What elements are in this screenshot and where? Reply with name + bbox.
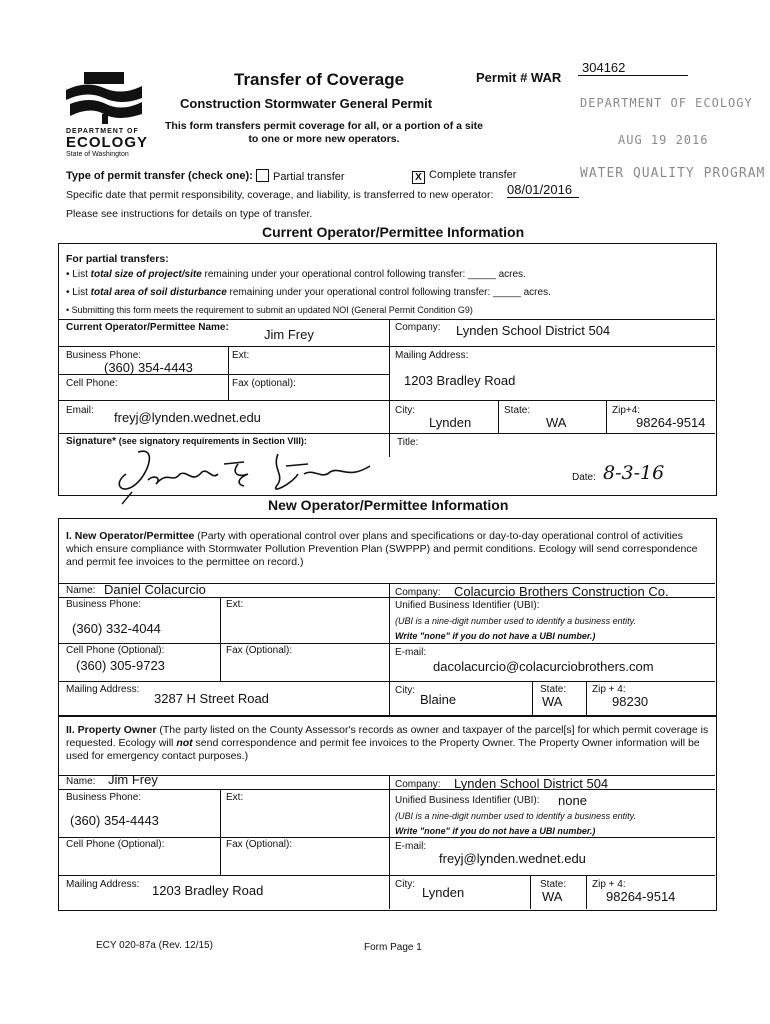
ecology-logo — [66, 70, 142, 128]
owner-ubi-note-2: Write "none" if you do not have a UBI number.) — [395, 826, 596, 836]
part1-description: I. New Operator/Permittee (Party with operational control over plans and specifications or day-to-day operational control of activities which ensure compliance with Stormwater Pollution Prevention Plan (SWPPP) and permit conditions. Ecology will send correspondence and permit fee invoices to the permittee on record.) — [66, 530, 698, 568]
new-phone-label: Business Phone: — [66, 599, 142, 610]
new-ubi-note-1: (UBI is a nine-digit number used to identify a business entity. — [395, 616, 636, 626]
partial-bullet-2: • List total area of soil disturbance remaining under your operational control following transfer: _____ acres. — [66, 287, 551, 298]
sign-date-label: Date: — [572, 472, 596, 483]
owner-ubi-value[interactable]: none — [558, 793, 587, 808]
form-description: This form transfers permit coverage for all, or a portion of a site to one or more new operators. — [165, 120, 483, 145]
owner-email-value[interactable]: freyj@lynden.wednet.edu — [439, 851, 586, 866]
current-mailing-value[interactable]: 1203 Bradley Road — [404, 373, 516, 388]
new-operator-heading: New Operator/Permittee Information — [268, 497, 509, 513]
new-city-label: City: — [395, 685, 415, 696]
received-stamp-line2: AUG 19 2016 — [618, 133, 709, 147]
current-cell-label: Cell Phone: — [66, 378, 118, 389]
transfer-date-value[interactable]: 08/01/2016 — [507, 182, 579, 198]
new-fax-label: Fax (Optional): — [226, 645, 293, 656]
new-ubi-label: Unified Business Identifier (UBI): — [395, 600, 540, 611]
complete-transfer-checkbox[interactable]: X — [412, 171, 425, 184]
current-company-value[interactable]: Lynden School District 504 — [456, 323, 611, 338]
owner-city-value[interactable]: Lynden — [422, 885, 465, 900]
partial-bullet-3: • Submitting this form meets the requirement to submit an updated NOI (General Permit Condition G9) — [66, 305, 473, 315]
owner-company-value[interactable]: Lynden School District 504 — [454, 776, 609, 791]
new-ext-label: Ext: — [226, 599, 244, 610]
current-state-label: State: — [504, 405, 531, 416]
transfer-type-label: Type of permit transfer (check one): — [66, 170, 253, 182]
owner-name-label: Name: — [66, 776, 96, 787]
partial-transfer-option[interactable] — [256, 169, 345, 183]
ecology-logo-icon — [66, 70, 142, 128]
new-mailing-label: Mailing Address: — [66, 684, 140, 695]
owner-ubi-note-1: (UBI is a nine-digit number used to identify a business entity. — [395, 811, 636, 821]
current-phone-value[interactable]: (360) 354-4443 — [104, 360, 193, 375]
permit-label: Permit # WAR — [476, 70, 562, 85]
permit-number: 304162 — [578, 60, 688, 76]
owner-mailing-label: Mailing Address: — [66, 879, 140, 890]
new-name-label: Name: — [66, 585, 96, 596]
owner-state-value[interactable]: WA — [542, 889, 563, 904]
signature-label: Signature* (see signatory requirements in Section VIII): — [66, 436, 307, 447]
partial-heading: For partial transfers: — [66, 253, 169, 265]
current-name-label: Current Operator/Permittee Name: — [66, 322, 229, 333]
owner-zip-value[interactable]: 98264-9514 — [606, 889, 676, 904]
received-stamp-line3: WATER QUALITY PROGRAM — [580, 166, 766, 181]
agency-line3: State of Washington — [66, 151, 129, 158]
form-title: Transfer of Coverage — [234, 70, 405, 89]
owner-company-label: Company: — [395, 779, 441, 790]
transfer-date-label: Specific date that permit responsibility, coverage, and liability, is transferred to new operator: — [66, 189, 494, 201]
transfer-instructions: Please see instructions for details on type of transfer. — [66, 208, 313, 220]
received-stamp-line1: DEPARTMENT OF ECOLOGY — [580, 96, 753, 110]
current-state-value[interactable]: WA — [546, 415, 567, 430]
owner-zip-label: Zip + 4: — [592, 879, 626, 890]
partial-bullet-1: • List total size of project/site remaining under your operational control following transfer: _____ acres. — [66, 269, 526, 280]
new-mailing-value[interactable]: 3287 H Street Road — [154, 691, 269, 706]
new-company-value[interactable]: Colacurcio Brothers Construction Co. — [454, 584, 669, 599]
owner-phone-value[interactable]: (360) 354-4443 — [70, 813, 159, 828]
new-zip-label: Zip + 4: — [592, 684, 626, 695]
current-email-label: Email: — [66, 405, 94, 416]
owner-state-label: State: — [540, 879, 567, 890]
complete-transfer-label: Complete transfer — [429, 169, 517, 181]
owner-mailing-value[interactable]: 1203 Bradley Road — [152, 883, 264, 898]
new-phone-value[interactable]: (360) 332-4044 — [72, 621, 161, 636]
owner-email-label: E-mail: — [395, 841, 427, 852]
sign-date-value[interactable]: 8-3-16 — [603, 462, 665, 484]
current-city-label: City: — [395, 405, 415, 416]
current-operator-heading: Current Operator/Permittee Information — [262, 224, 525, 240]
new-zip-value[interactable]: 98230 — [612, 694, 649, 709]
complete-transfer-option[interactable] — [412, 169, 516, 184]
current-ext-label: Ext: — [232, 350, 250, 361]
new-company-label: Company: — [395, 587, 441, 598]
form-id: ECY 020-87a (Rev. 12/15) — [96, 940, 213, 951]
agency-line1: DEPARTMENT OF — [66, 128, 139, 135]
form-subtitle: Construction Stormwater General Permit — [180, 96, 433, 111]
partial-transfer-checkbox[interactable] — [256, 169, 269, 182]
new-state-label: State: — [540, 684, 567, 695]
owner-ext-label: Ext: — [226, 792, 244, 803]
new-cell-label: Cell Phone (Optional): — [66, 645, 165, 656]
current-city-value[interactable]: Lynden — [429, 415, 472, 430]
new-state-value[interactable]: WA — [542, 694, 563, 709]
partial-transfer-label: Partial transfer — [273, 171, 345, 183]
current-fax-label: Fax (optional): — [232, 378, 296, 389]
owner-name-value[interactable]: Jim Frey — [108, 772, 158, 787]
current-name-value[interactable]: Jim Frey — [264, 327, 314, 342]
owner-city-label: City: — [395, 879, 415, 890]
owner-cell-label: Cell Phone (Optional): — [66, 839, 165, 850]
title-label: Title: — [397, 437, 419, 448]
page-number: Form Page 1 — [364, 942, 422, 953]
current-zip-value[interactable]: 98264-9514 — [636, 415, 706, 430]
current-company-label: Company: — [395, 322, 441, 333]
new-city-value[interactable]: Blaine — [420, 692, 457, 707]
owner-ubi-label: Unified Business Identifier (UBI): — [395, 795, 540, 806]
current-email-value[interactable]: freyj@lynden.wednet.edu — [114, 410, 261, 425]
current-phone-label: Business Phone: — [66, 350, 142, 361]
owner-description: II. Property Owner (The party listed on the County Assessor's records as owner and taxpayer of the parcel[s] for which permit coverage is requested. Ecology will not send correspondence and permit fee invoices to the Property Owner. The Property Owner information will be used for emergency contact purposes.) — [66, 724, 709, 762]
new-email-value[interactable]: dacolacurcio@colacurciobrothers.com — [433, 659, 654, 674]
new-cell-value[interactable]: (360) 305-9723 — [76, 658, 165, 673]
owner-fax-label: Fax (Optional): — [226, 839, 293, 850]
new-ubi-note-2: Write "none" if you do not have a UBI number.) — [395, 631, 596, 641]
new-name-value[interactable]: Daniel Colacurcio — [104, 582, 206, 597]
current-mailing-label: Mailing Address: — [395, 350, 469, 361]
current-zip-label: Zip+4: — [612, 405, 641, 416]
new-email-label: E-mail: — [395, 647, 427, 658]
agency-line2: ECOLOGY — [66, 134, 149, 151]
owner-phone-label: Business Phone: — [66, 792, 142, 803]
